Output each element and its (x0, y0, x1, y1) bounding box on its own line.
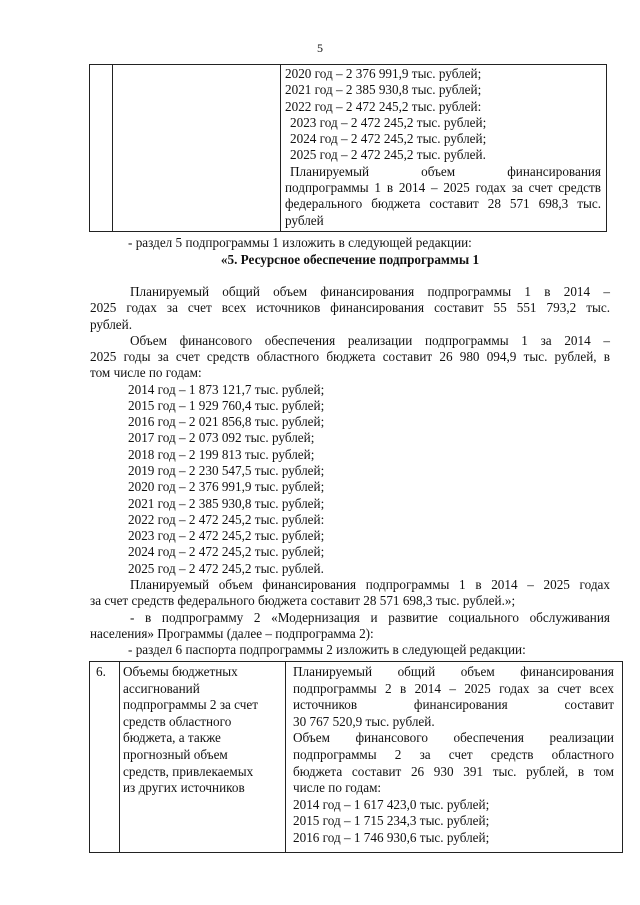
federal-funding-text: федерального бюджета составит 28 571 698,3 тыс. (285, 196, 601, 212)
paragraph-line: - в подпрограмму 2 «Модернизация и развитие социального обслуживания (130, 610, 610, 625)
paragraph-line: Объем финансового обеспечения реализации подпрограммы 1 за 2014 – (130, 333, 610, 348)
label-line: ассигнований (123, 680, 200, 696)
year-line: 2021 год – 2 385 930,8 тыс. рублей; (128, 496, 325, 511)
row-value (286, 662, 623, 853)
value-line: числе по годам: (293, 780, 382, 796)
year-line: 2020 год – 2 376 991,9 тыс. рублей; (285, 66, 482, 81)
year-line: 2025 год – 2 472 245,2 тыс. рублей. (128, 561, 324, 576)
year-line: 2016 год – 2 021 856,8 тыс. рублей; (128, 414, 325, 429)
label-line: подпрограммы 2 за счет (123, 697, 259, 713)
label-line: бюджета, а также (123, 730, 221, 746)
year-line: 2024 год – 2 472 245,2 тыс. рублей; (128, 544, 325, 559)
federal-funding-text: рублей (285, 212, 324, 228)
year-line: 2022 год – 2 472 245,2 тыс. рублей: (128, 512, 325, 527)
federal-funding-text: Планируемый объем финансирования (290, 163, 601, 179)
instruction-text: - раздел 6 паспорта подпрограммы 2 изложить в следующей редакции: (128, 642, 526, 657)
year-line: 2015 год – 1 715 234,3 тыс. рублей; (293, 813, 490, 829)
year-line: 2025 год – 2 472 245,2 тыс. рублей. (290, 147, 486, 163)
year-line: 2014 год – 1 617 423,0 тыс. рублей; (293, 796, 490, 812)
year-line: 2016 год – 1 746 930,6 тыс. рублей; (293, 829, 490, 845)
year-line: 2014 год – 1 873 121,7 тыс. рублей; (128, 382, 325, 397)
label-line: прогнозный объем (123, 746, 228, 762)
value-line: подпрограммы 2 в 2014 – 2025 годах за счет всех (293, 680, 614, 696)
federal-funding-text: подпрограммы 1 в 2014 – 2025 годах за счет средств (285, 180, 601, 196)
paragraph-line: 2025 годы за счет средств областного бюджета составит 26 980 094,9 тыс. рублей, в (90, 349, 610, 364)
value-line: 30 767 520,9 тыс. рублей. (293, 713, 435, 729)
table-cell-value (281, 65, 607, 232)
year-line: 2019 год – 2 230 547,5 тыс. рублей; (128, 463, 325, 478)
paragraph-line: населения» Программы (далее – подпрограмма 2): (90, 626, 374, 641)
table-row (90, 662, 623, 853)
value-line: подпрограммы 2 за счет средств областного (293, 746, 614, 762)
paragraph-line: Планируемый объем финансирования подпрограммы 1 в 2014 – 2025 годах (130, 577, 610, 592)
subprogram-2-funding-table (89, 661, 623, 853)
label-line: из других источников (123, 780, 245, 796)
value-line: источников финансирования составит (293, 697, 614, 713)
year-line: 2017 год – 2 073 092 тыс. рублей; (128, 430, 315, 445)
year-line: 2022 год – 2 472 245,2 тыс. рублей: (285, 98, 482, 114)
funding-table-continued (89, 64, 607, 232)
year-line: 2023 год – 2 472 245,2 тыс. рублей; (128, 528, 325, 543)
paragraph-line: том числе по годам: (90, 365, 202, 380)
row-number: 6. (90, 662, 120, 853)
year-line: 2024 год – 2 472 245,2 тыс. рублей; (290, 131, 487, 147)
instruction-text: - раздел 5 подпрограммы 1 изложить в следующей редакции: (128, 235, 472, 250)
value-line: бюджета составит 26 930 391 тыс. рублей, в том (293, 763, 614, 779)
year-line: 2021 год – 2 385 930,8 тыс. рублей; (285, 82, 482, 98)
label-line: средств областного (123, 713, 232, 729)
year-line: 2023 год – 2 472 245,2 тыс. рублей; (290, 114, 487, 130)
value-line: Планируемый общий объем финансирования (293, 664, 614, 679)
year-line: 2018 год – 2 199 813 тыс. рублей; (128, 447, 315, 462)
year-line: 2015 год – 1 929 760,4 тыс. рублей; (128, 398, 325, 413)
row-label (120, 662, 286, 853)
paragraph-line: Планируемый общий объем финансирования подпрограммы 1 в 2014 – (130, 284, 610, 299)
paragraph-line: 2025 годах за счет всех источников финансирования составит 55 551 793,2 тыс. (90, 300, 610, 315)
paragraph-line: рублей. (90, 317, 133, 332)
value-line: Объем финансового обеспечения реализации (293, 730, 614, 746)
year-line: 2020 год – 2 376 991,9 тыс. рублей; (128, 479, 325, 494)
table-cell-label (113, 65, 281, 232)
label-line: Объемы бюджетных (123, 664, 238, 679)
section-heading: «5. Ресурсное обеспечение подпрограммы 1 (220, 252, 480, 267)
label-line: средств, привлекаемых (123, 763, 254, 779)
page-number: 5 (317, 41, 323, 55)
table-cell-number (90, 65, 113, 232)
paragraph-line: за счет средств федерального бюджета составит 28 571 698,3 тыс. рублей.»; (90, 593, 516, 608)
